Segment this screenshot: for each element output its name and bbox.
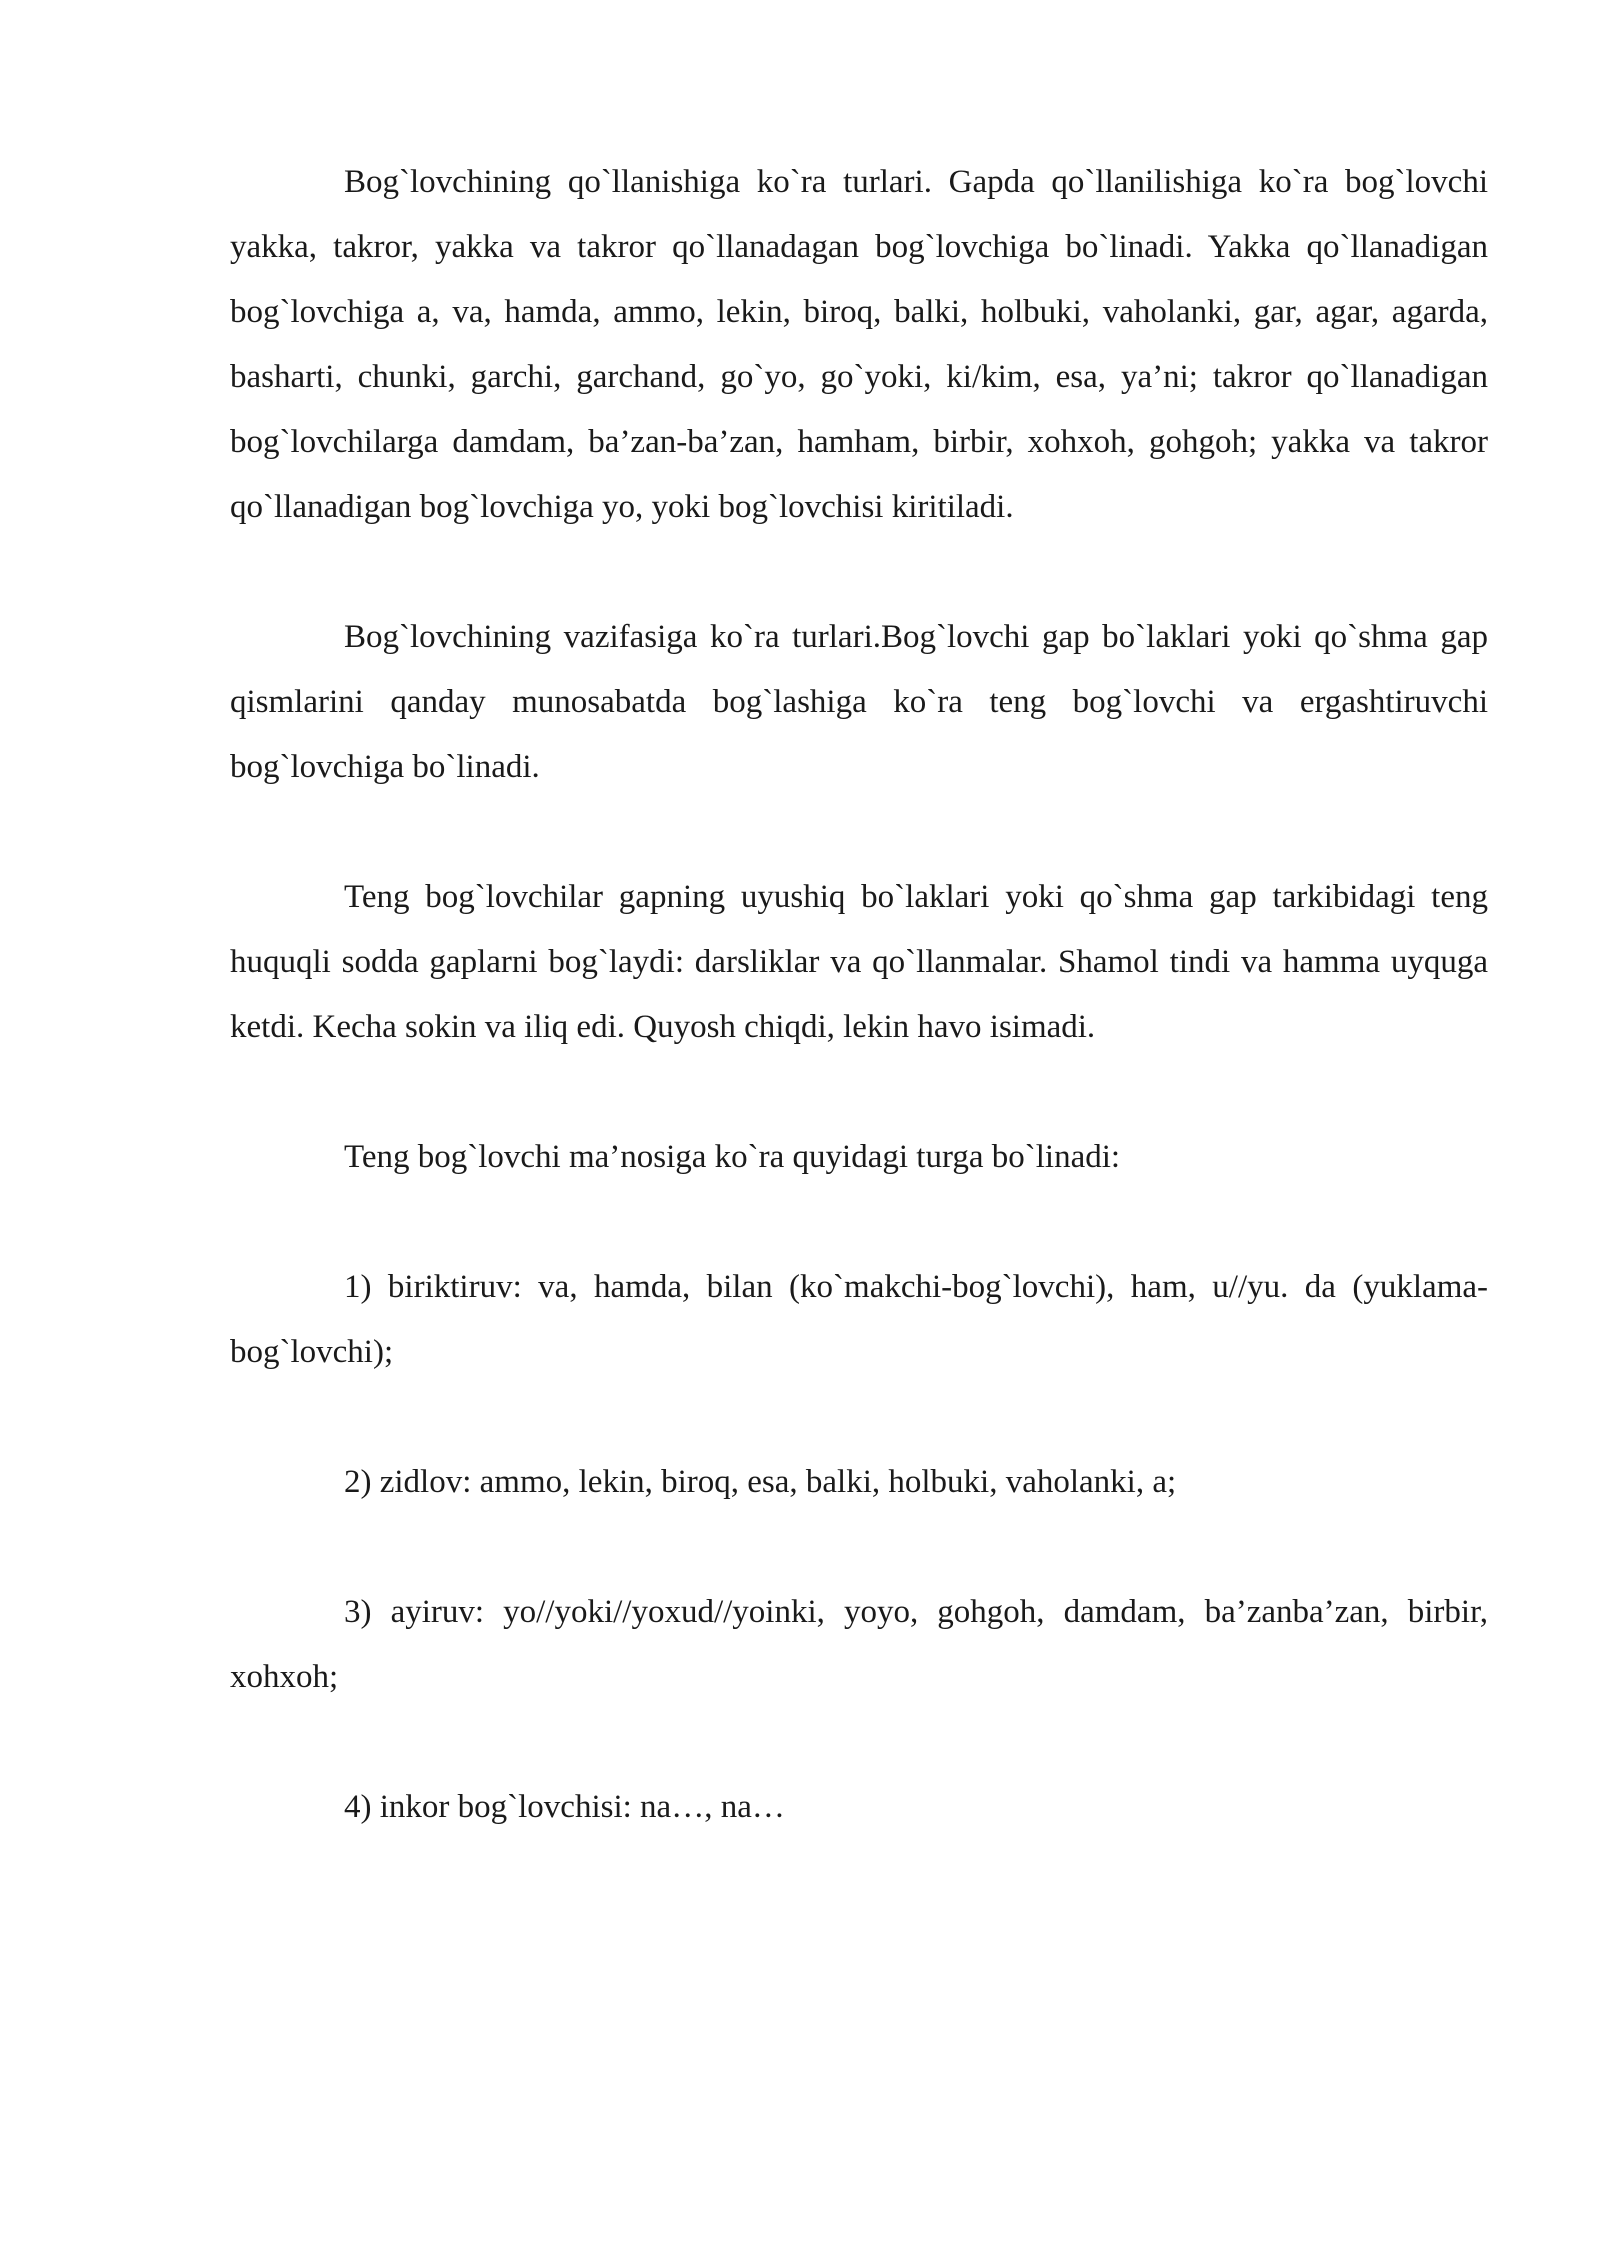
document-body	[230, 150, 1488, 1840]
list-item-negative: 4) inkor bog`lovchisi: na…, na…	[344, 1789, 785, 1825]
paragraph-function-types: Bog`lovchining vazifasiga ko`ra turlari.Bog`lovchi gap bo`laklari yoki qo`shma gap qismlarini qanday munosabatda bog`lashiga ko`ra teng bog`lovchi va ergashtiruvchi bog`lovchiga bo`linadi.	[230, 619, 1488, 785]
paragraph-usage-types: Bog`lovchining qo`llanishiga ko`ra turlari. Gapda qo`llanilishiga ko`ra bog`lovchi yakka, takror, yakka va takror qo`llanadagan bog`lovchiga bo`linadi. Yakka qo`llanadigan bog`lovchiga a, va, hamda, ammo, lekin, biroq, balki, holbuki, vaholanki, gar, agar, agarda, basharti, chunki, garchi, garchand, go`yo, go`yoki, ki/kim, esa, ya’ni; takror qo`llanadigan bog`lovchilarga damdam, ba’zan-ba’zan, hamham, birbir, xohxoh, gohgoh; yakka va takror qo`llanadigan bog`lovchiga yo, yoki bog`lovchisi kiritiladi.	[230, 164, 1488, 525]
list-item-copulative: 1) biriktiruv: va, hamda, bilan (ko`makchi-bog`lovchi), ham, u//yu. da (yuklama-bog`lovchi);	[230, 1269, 1488, 1370]
list-item-adversative: 2) zidlov: ammo, lekin, biroq, esa, balki, holbuki, vaholanki, a;	[344, 1464, 1177, 1500]
paragraph-coordinating-conjunctions: Teng bog`lovchilar gapning uyushiq bo`laklari yoki qo`shma gap tarkibidagi teng huquqli sodda gaplarni bog`laydi: darsliklar va qo`llanmalar. Shamol tindi va hamma uyquga ketdi. Kecha sokin va iliq edi. Quyosh chiqdi, lekin havo isimadi.	[230, 879, 1488, 1045]
list-item-disjunctive: 3) ayiruv: yo//yoki//yoxud//yoinki, yoyo, gohgoh, damdam, ba’zanba’zan, birbir, xohxoh;	[230, 1594, 1488, 1695]
paragraph-meaning-intro: Teng bog`lovchi ma’nosiga ko`ra quyidagi turga bo`linadi:	[344, 1139, 1121, 1175]
